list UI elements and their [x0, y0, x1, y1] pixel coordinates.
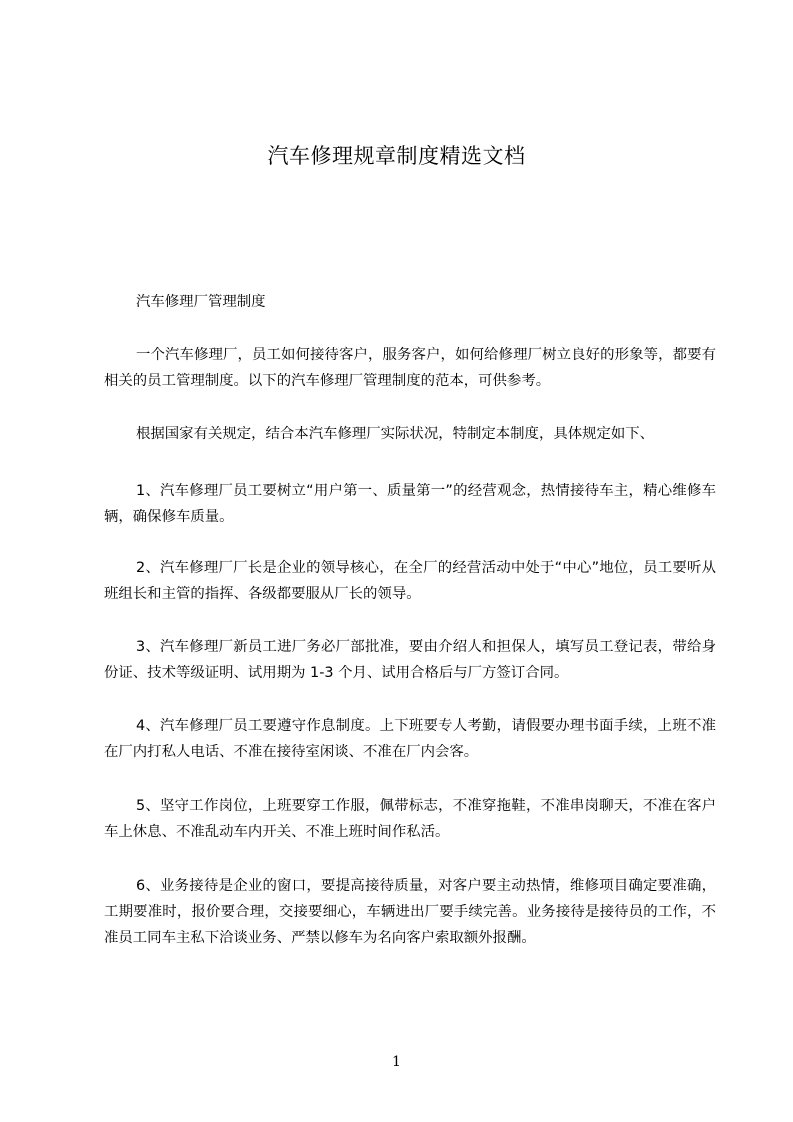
paragraph-rule-5: 5、坚守工作岗位，上班要穿工作服，佩带标志，不准穿拖鞋，不准串岗聊天，不准在客户车上休息、不准乱动车内开关、不准上班时间作私活。 [104, 798, 716, 840]
section-heading: 汽车修理厂管理制度 [136, 294, 266, 310]
paragraph-intro: 一个汽车修理厂，员工如何接待客户，服务客户，如何给修理厂树立良好的形象等，都要有相关的员工管理制度。以下的汽车修理厂管理制度的范本，可供参考。 [104, 347, 716, 389]
paragraph-rule-3: 3、汽车修理厂新员工进厂务必厂部批准，要由介绍人和担保人，填写员工登记表，带给身份证、技术等级证明、试用期为 1-3 个月、试用合格后与厂方签订合同。 [104, 639, 716, 681]
paragraph-rule-1: 1、汽车修理厂员工要树立“用户第一、质量第一”的经营观念，热情接待车主，精心维修车辆，确保修车质量。 [104, 483, 716, 525]
paragraph-rule-6: 6、业务接待是企业的窗口，要提高接待质量，对客户要主动热情，维修项目确定要准确，工期要准时，报价要合理，交接要细心，车辆进出厂要手续完善。业务接待是接待员的工作，不准员工同车主私下洽谈业务、严禁以修车为名向客户索取额外报酬。 [104, 878, 716, 946]
paragraph-rule-2: 2、汽车修理厂厂长是企业的领导核心，在全厂的经营活动中处于“中心”地位，员工要听从班组长和主管的指挥、各级都要服从厂长的领导。 [104, 560, 716, 602]
page-number: 1 [392, 1054, 401, 1070]
paragraph-rule-4: 4、汽车修理厂员工要遵守作息制度。上下班要专人考勤，请假要办理书面手续，上班不准在厂内打私人电话、不准在接待室闲谈、不准在厂内会客。 [104, 718, 716, 760]
paragraph-basis: 根据国家有关规定，结合本汽车修理厂实际状况，特制定本制度，具体规定如下、 [136, 426, 655, 442]
document-title: 汽车修理规章制度精选文档 [267, 144, 526, 168]
